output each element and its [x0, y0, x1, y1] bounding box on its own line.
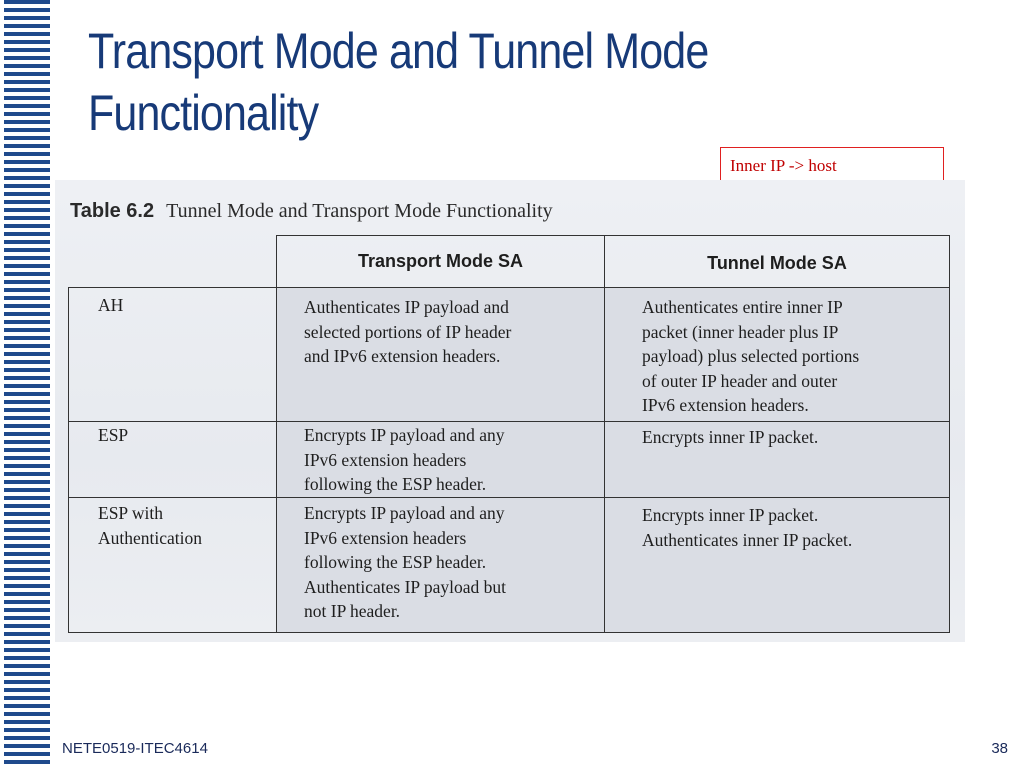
slide-title-line-2: Functionality — [88, 85, 319, 141]
slide-title — [88, 20, 828, 144]
esp-auth-transport-cell: Encrypts IP payload and any IPv6 extension headers following the ESP header. Authenticates IP payload but not IP header. — [304, 503, 507, 621]
row-name-ah: AH — [98, 295, 124, 315]
row-name-esp: ESP — [98, 425, 129, 445]
functionality-table — [68, 235, 950, 633]
table-caption-text: Tunnel Mode and Transport Mode Functionality — [166, 200, 553, 222]
decorative-stripe-bar — [0, 0, 50, 768]
footer-course-code: NETE0519-ITEC4614 — [62, 740, 208, 757]
page-number: 38 — [991, 740, 1008, 757]
table-label: Table 6.2 — [70, 200, 155, 222]
table-caption — [70, 200, 553, 223]
callout-line-1: Inner IP -> host — [730, 156, 837, 175]
ah-transport-cell: Authenticates IP payload and selected portions of IP header and IPv6 extension headers. — [304, 297, 512, 366]
header-tunnel-mode: Tunnel Mode SA — [707, 253, 847, 273]
esp-tunnel-cell: Encrypts inner IP packet. — [642, 427, 819, 447]
esp-transport-cell: Encrypts IP payload and any IPv6 extension headers following the ESP header. — [304, 425, 505, 494]
esp-auth-tunnel-cell: Encrypts inner IP packet. Authenticates inner IP packet. — [642, 505, 853, 550]
slide-title-line-1: Transport Mode and Tunnel Mode — [88, 23, 709, 79]
header-transport-mode: Transport Mode SA — [357, 251, 523, 271]
row-name-esp-auth: ESP with Authentication — [98, 503, 203, 548]
ah-tunnel-cell: Authenticates entire inner IP packet (inner header plus IP payload) plus selected portions of outer IP header and outer IPv6 extension headers. — [642, 297, 860, 415]
